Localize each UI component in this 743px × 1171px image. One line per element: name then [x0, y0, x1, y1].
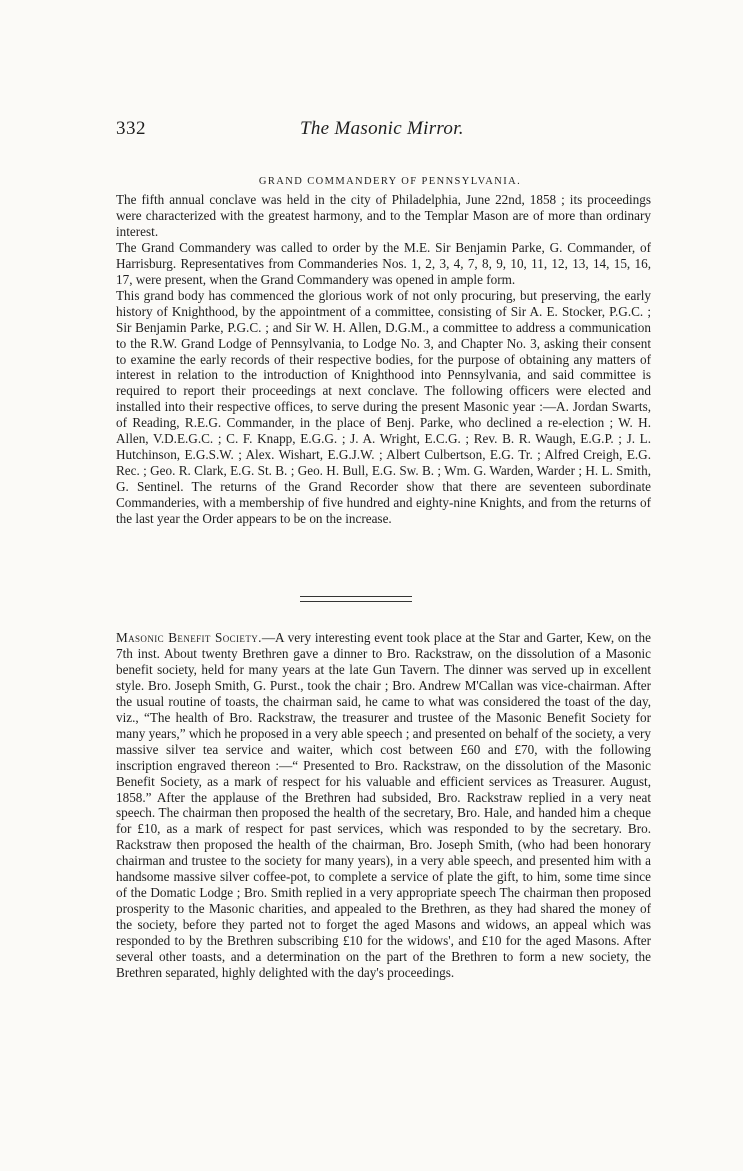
- page-header: [116, 118, 646, 144]
- article-paragraph: This grand body has commenced the glorious work of not only procuring, but preserving, the early history of Knighthood, by the appointment of a committee, consisting of Sir A. E. Stocker, P.G.C. ; Sir Benjamin Parke, P.G.C. ; and Sir W. H. Allen, D.G.M., a committee to address a communication to the R.W. Grand Lodge of Pennsylvania, to Lodge No. 3, and Chapter No. 3, asking their consent to examine the early records of their respective bodies, for the purpose of obtaining any matters of interest in relation to the introduction of Knighthood into Pennsylvania, and said committee is required to report their proceedings at next conclave. The following officers were elected and installed into their respective offices, to serve during the present Masonic year :—A. Jordan Swarts, of Reading, R.E.G. Commander, in the place of Benj. Parke, who declined a re-election ; W. H. Allen, V.D.E.G.C. ; C. F. Knapp, E.G.G. ; J. A. Wright, E.C.G. ; Rev. B. R. Waugh, E.G.P. ; J. L. Hutchinson, E.G.S.W. ; Alex. Wishart, E.G.J.W. ; Albert Culbertson, E.G. Tr. ; Alfred Creigh, E.G. Rec. ; Geo. R. Clark, E.G. St. B. ; Geo. H. Bull, E.G. Sw. B. ; Wm. G. Warden, Warder ; H. L. Smith, G. Sentinel. The returns of the Grand Recorder show that there are seventeen subordinate Commanderies, with a membership of five hundred and eighty-nine Knights, and from the returns of the last year the Order appears to be on the increase.: [116, 287, 651, 527]
- article-grand-commandery: [116, 192, 651, 527]
- article-paragraph: [116, 630, 651, 981]
- article-heading-grand-commandery: GRAND COMMANDERY OF PENNSYLVANIA.: [258, 176, 522, 187]
- article-body: —A very interesting event took place at the Star and Garter, Kew, on the 7th inst. About twenty Brethren gave a dinner to Bro. Rackstraw, on the dissolution of a Masonic benefit society, held for many years at the late Gun Tavern. The dinner was served up in excellent style. Bro. Joseph Smith, G. Purst., took the chair ; Bro. Andrew M'Callan was vice-chairman. After the usual routine of toasts, the chairman said, he came to what was considered the toast of the day, viz., “The health of Bro. Rackstraw, the treasurer and trustee of the Masonic Benefit Society for many years,” which he proposed in a very able speech ; and presented on behalf of the society, a very massive silver tea service and waiter, which cost between £60 and £70, with the following inscription engraved thereon :—“ Presented to Bro. Rackstraw, on the dissolution of the Masonic Benefit Society, as a mark of respect for his valuable and efficient services as Treasurer. August, 1858.” After the applause of the Brethren had subsided, Bro. Rackstraw replied in a very neat speech. The chairman then proposed the health of the secretary, Bro. Hale, and handed him a cheque for £10, as a mark of respect for past services, which was responded to by the secretary. Bro. Rackstraw then proposed the health of the chairman, Bro. Joseph Smith, (who had been honorary chairman and trustee to the society for many years), in a very able speech, and presented him with a handsome massive silver coffee-pot, to complete a service of plate the gift, to him, some time since of the Domatic Lodge ; Bro. Smith replied in a very appropriate speech The chairman then proposed prosperity to the Masonic charities, and appealed to the Brethren, as they had shared the money of the society, before they parted not to forget the aged Masons and widows, an appeal which was responded to by the Brethren subscribing £10 for the widows', and £10 for the aged Masons. After several other toasts, and a determination on the part of the Brethren to form a new society, the Brethren separated, highly delighted with the day's proceedings.: [116, 630, 651, 981]
- running-title: The Masonic Mirror.: [300, 118, 464, 139]
- article-lead-in: Masonic Benefit Society.: [116, 630, 262, 645]
- page-number: 332: [116, 118, 146, 139]
- article-paragraph: The Grand Commandery was called to order by the M.E. Sir Benjamin Parke, G. Commander, of Harrisburg. Representatives from Commanderies Nos. 1, 2, 3, 4, 7, 8, 9, 10, 11, 12, 13, 14, 15, 16, 17, were present, when the Grand Commandery was opened in ample form.: [116, 239, 651, 287]
- section-divider-rule: [300, 596, 412, 602]
- article-paragraph: The fifth annual conclave was held in the city of Philadelphia, June 22nd, 1858 ; its proceedings were characterized with the greatest harmony, and to the Templar Mason are of more than ordinary interest.: [116, 192, 651, 239]
- article-masonic-benefit-society: [116, 630, 651, 981]
